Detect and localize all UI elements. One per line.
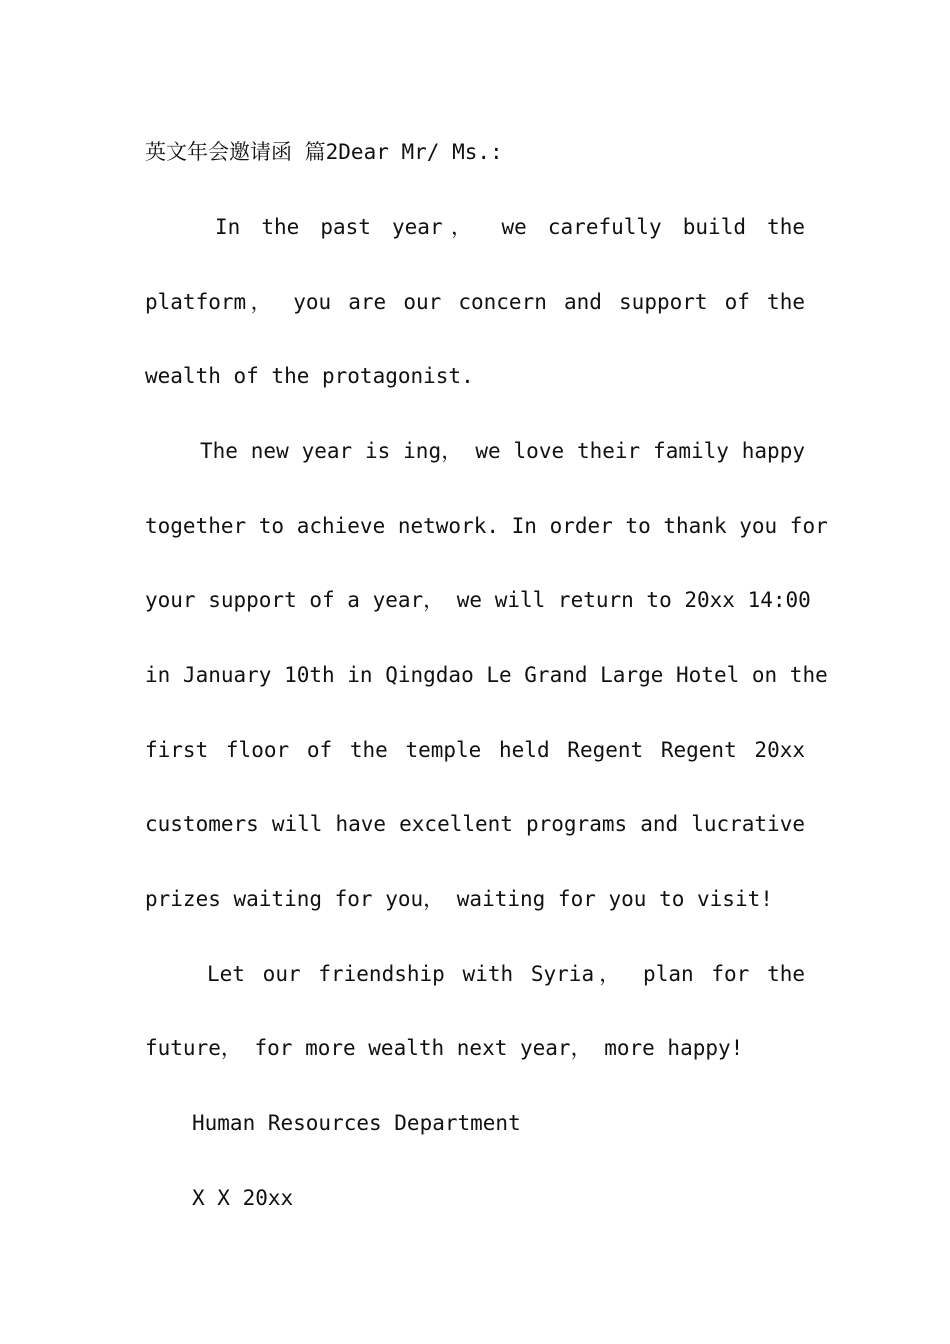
paragraph-1-line-1: In the past year， we carefully build the: [215, 215, 805, 239]
paragraph-3-line-1: Let our friendship with Syria， plan for the: [207, 962, 805, 986]
paragraph-2-line-1: The new year is ing， we love their family happy: [200, 439, 805, 463]
signature-date: X X 20xx: [192, 1186, 294, 1210]
paragraph-3-line-2: future， for more wealth next year， more happy!: [145, 1036, 744, 1060]
paragraph-2-line-5: first floor of the temple held Regent Regent 20xx: [145, 738, 805, 762]
paragraph-2-line-7: prizes waiting for you， waiting for you to visit!: [145, 887, 773, 911]
signature-department: Human Resources Department: [192, 1111, 521, 1135]
paragraph-2-line-3: your support of a year， we will return to 20xx 14:00: [145, 588, 811, 612]
paragraph-1-line-3: wealth of the protagonist.: [145, 364, 474, 388]
paragraph-2-line-2: together to achieve network. In order to thank you for: [145, 514, 828, 538]
document-heading: 英文年会邀请函 篇2Dear Mr/ Ms.:: [145, 140, 503, 164]
paragraph-1-line-2: platform， you are our concern and support of the: [145, 290, 805, 314]
paragraph-2-line-4: in January 10th in Qingdao Le Grand Large Hotel on the: [145, 663, 828, 687]
paragraph-2-line-6: customers will have excellent programs and lucrative: [145, 812, 805, 836]
